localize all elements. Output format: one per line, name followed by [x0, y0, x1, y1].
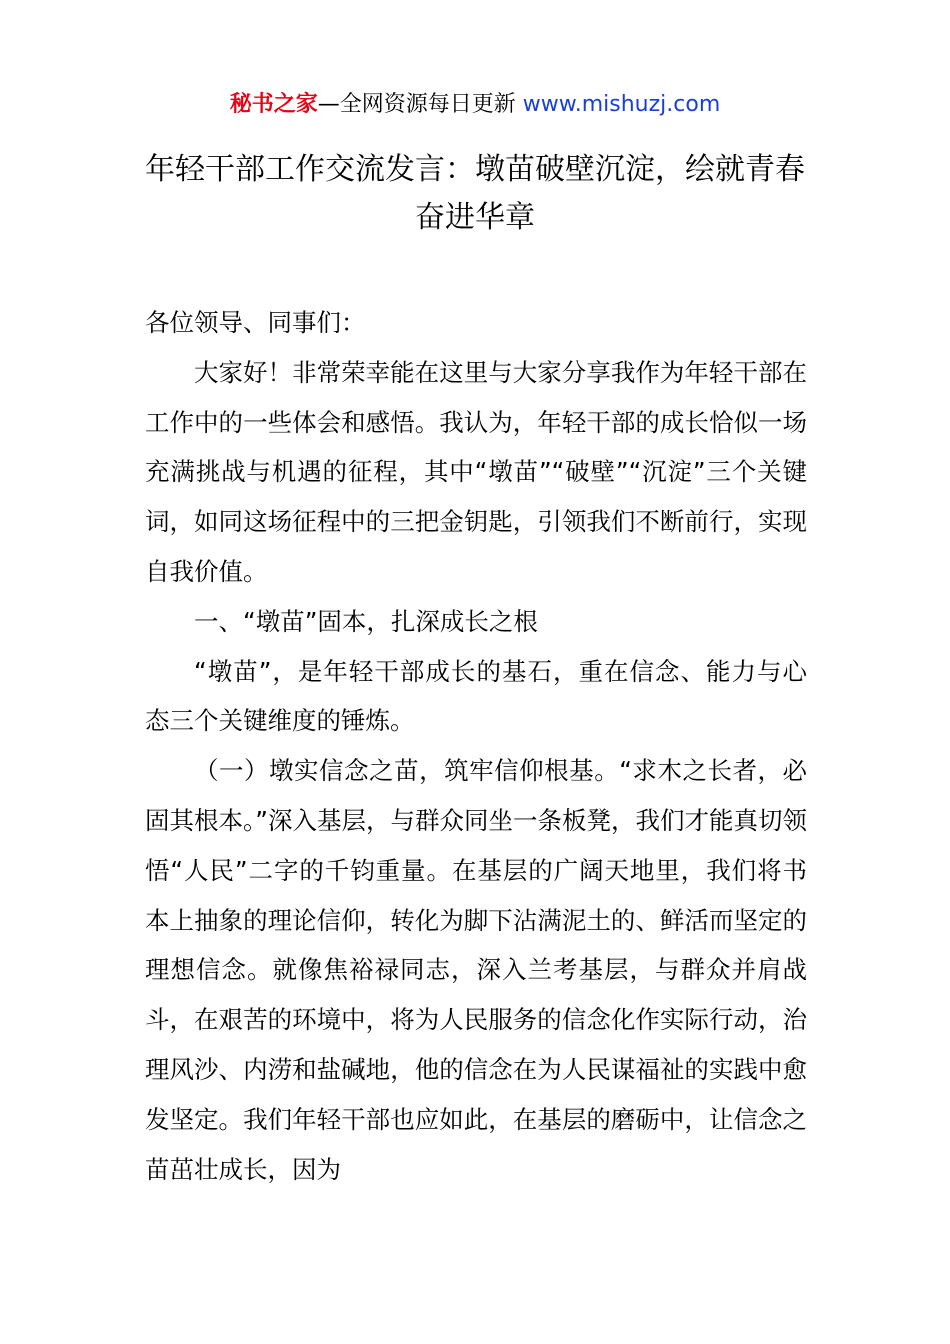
section-heading: 一、“墩苗”固本，扎深成长之根 — [194, 606, 538, 636]
header-slogan: —全网资源每日更新 — [317, 92, 523, 117]
site-url-link[interactable]: www.mishuzj.com — [522, 92, 721, 117]
site-header — [0, 88, 950, 122]
paragraph-intro: 大家好！非常荣幸能在这里与大家分享我作为年轻干部在工作中的一些体会和感悟。我认为，年轻干部的成长恰似一场充满挑战与机遇的征程，其中“墩苗”“破壁”“沉淀”三个关键词，如同这场征程中的三把金钥匙，引领我们不断前行，实现自我价值。 — [145, 357, 807, 586]
document-body — [145, 298, 807, 1194]
salutation: 各位领导、同事们： — [145, 308, 366, 337]
brand-name: 秘书之家 — [229, 92, 318, 117]
paragraph: （一）墩实信念之苗，筑牢信仰根基。“求木之长者，必固其根本。”深入基层，与群众同坐一条板凳，我们才能真切领悟“人民”二字的千钧重量。在基层的广阔天地里，我们将书本上抽象的理论信仰，转化为脚下沾满泥土的、鲜活而坚定的理想信念。就像焦裕禄同志，深入兰考基层，与群众并肩战斗，在艰苦的环境中，将为人民服务的信念化作实际行动，治理风沙、内涝和盐碱地，他的信念在为人民谋福祉的实践中愈发坚定。我们年轻干部也应如此，在基层的磨砺中，让信念之苗茁壮成长，因为 — [145, 756, 807, 1184]
document-title: 年轻干部工作交流发言：墩苗破壁沉淀，绘就青春奋进华章 — [145, 152, 805, 235]
paragraph: “墩苗”，是年轻干部成长的基石，重在信念、能力与心态三个关键维度的锤炼。 — [145, 656, 807, 736]
